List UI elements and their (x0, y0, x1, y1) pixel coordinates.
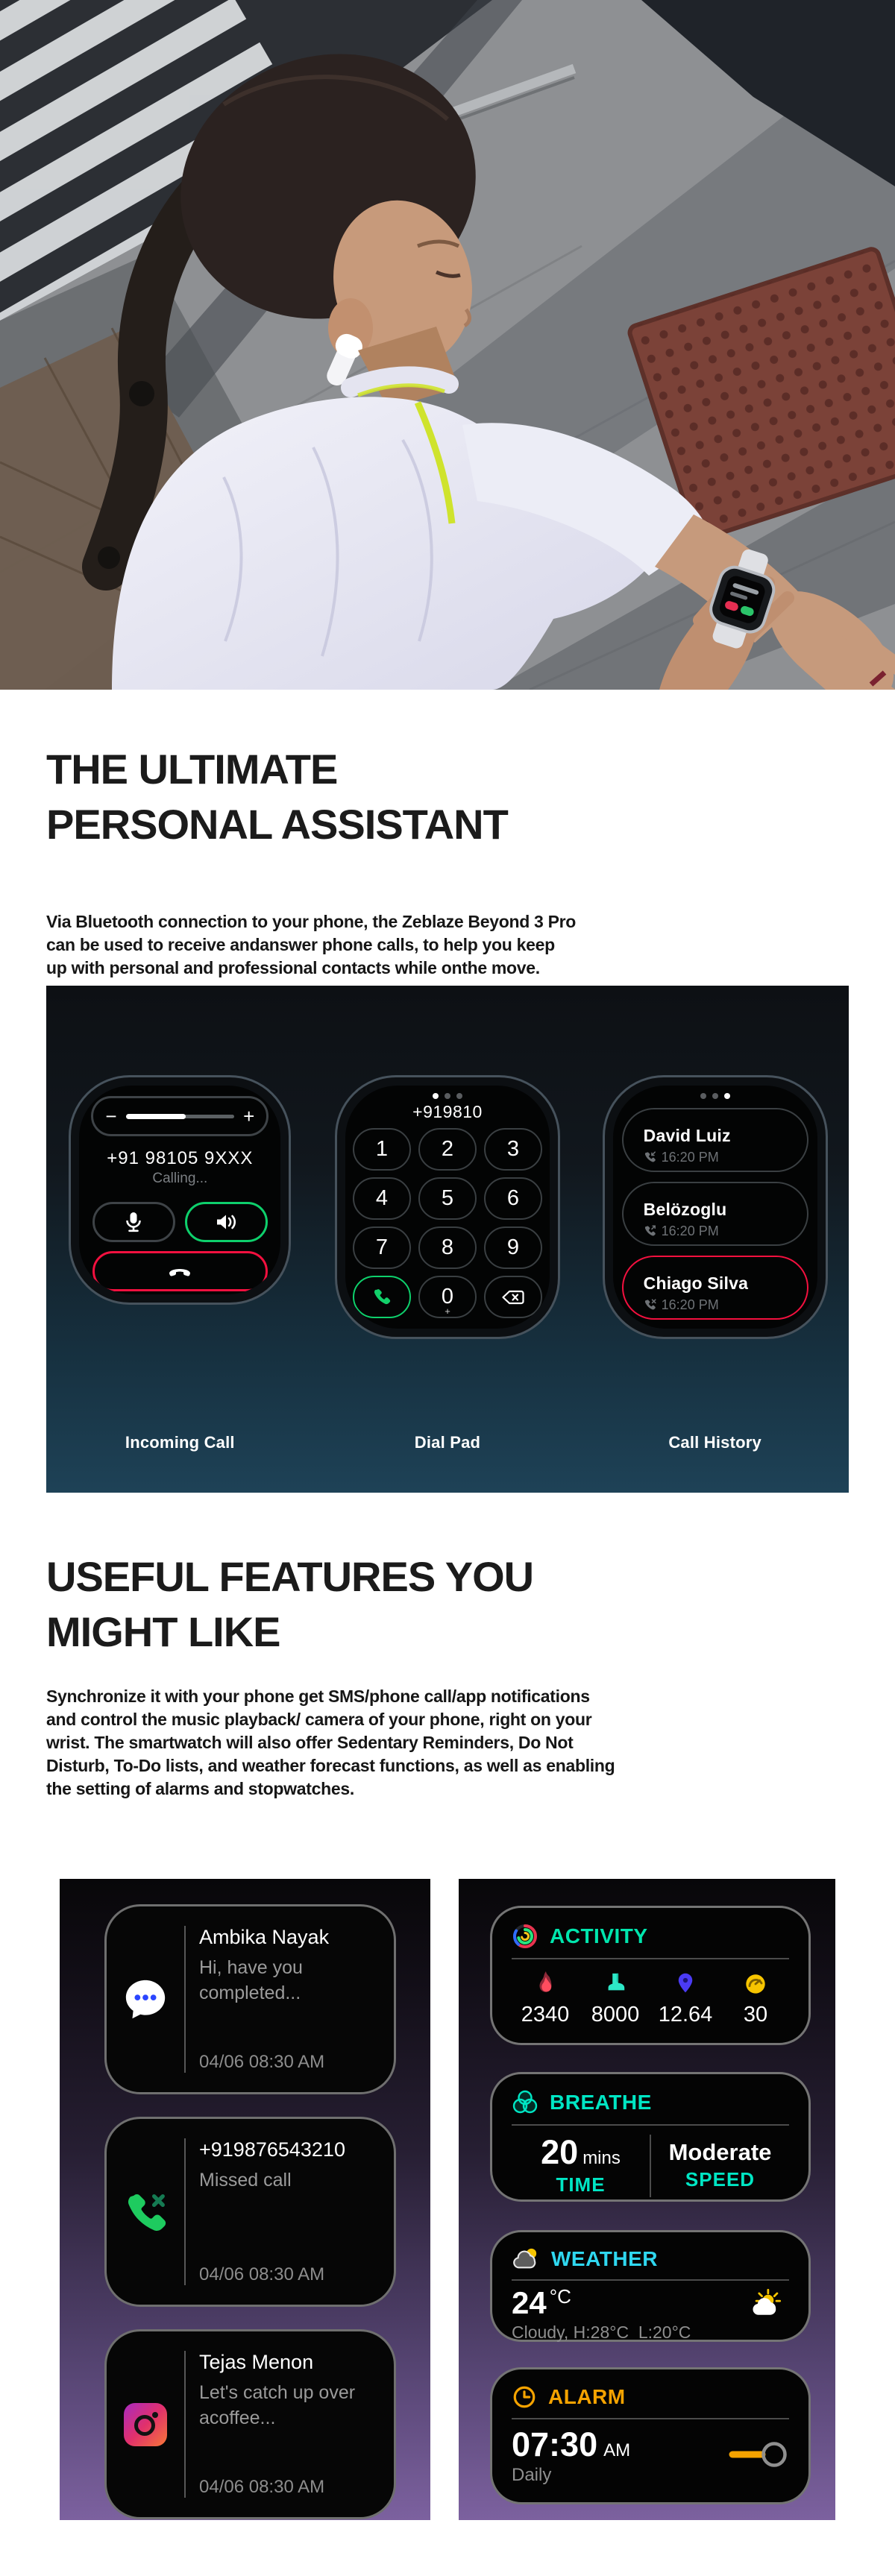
steps-value: 8000 (591, 2003, 640, 2027)
steps-icon (603, 1971, 627, 1996)
steps-metric (586, 1971, 644, 2027)
key-4[interactable]: 4 (353, 1177, 411, 1220)
calories-flame-icon (533, 1971, 557, 1996)
dot-active (724, 1093, 730, 1099)
body-line: Synchronize it with your phone get SMS/phone call/app notifications (46, 1687, 590, 1706)
distance-value: 12.64 (658, 2003, 713, 2027)
features-panels (60, 1879, 835, 2520)
dot (712, 1093, 718, 1099)
speaker-button[interactable] (185, 1202, 268, 1242)
call-history-entry-missed[interactable] (622, 1256, 808, 1320)
breathe-speed-value: Moderate (668, 2139, 772, 2165)
notification-message: Hi, have you completed... (199, 1957, 303, 2003)
key-0-label: 0 (441, 1285, 454, 1309)
activity-widget[interactable] (490, 1906, 811, 2045)
hero-photo (0, 0, 895, 690)
incoming-call-icon (644, 1151, 656, 1164)
instagram-icon (124, 2403, 167, 2446)
toggle-icon (726, 2440, 789, 2469)
key-5[interactable]: 5 (418, 1177, 477, 1220)
notifications-panel (60, 1879, 430, 2520)
notification-title: Tejas Menon (199, 2351, 314, 2373)
breathe-time-unit: mins (582, 2148, 621, 2168)
body-line: up with personal and professional contacts while onthe move. (46, 958, 540, 977)
distance-metric (656, 1971, 715, 2027)
speed-gauge-icon (744, 1971, 767, 1996)
notification-time: 04/06 08:30 AM (199, 2052, 325, 2072)
key-2[interactable]: 2 (418, 1128, 477, 1171)
contact-name: Chiago Silva (643, 1273, 749, 1293)
watch-caption: Dial Pad (414, 1433, 481, 1452)
breathe-speed (651, 2141, 789, 2191)
volume-up-button[interactable]: + (243, 1105, 255, 1127)
contact-name: Belözoglu (643, 1199, 727, 1219)
section-body (46, 1685, 853, 1801)
notification-title: +919876543210 (199, 2138, 345, 2161)
widget-title: WEATHER (551, 2247, 658, 2270)
title-line-1: THE ULTIMATE (46, 746, 338, 793)
volume-slider[interactable] (126, 1115, 235, 1118)
divider (512, 2418, 789, 2419)
calories-value: 2340 (521, 2003, 570, 2027)
phone-icon (372, 1288, 392, 1307)
dot (700, 1093, 706, 1099)
backspace-button[interactable] (484, 1276, 542, 1318)
widget-title: ACTIVITY (550, 1924, 648, 1947)
notification-title: Ambika Nayak (199, 1926, 330, 1948)
sun-behind-cloud-icon (747, 2288, 786, 2317)
breathe-widget[interactable] (490, 2072, 811, 2202)
key-0-plus: + (445, 1306, 450, 1317)
watch-incoming-call (69, 1075, 291, 1305)
section-title (46, 1549, 853, 1660)
alarm-toggle[interactable] (726, 2440, 789, 2473)
call-history-entry[interactable] (622, 1182, 808, 1246)
widgets-panel (459, 1879, 835, 2520)
temperature-value: 24 (512, 2285, 547, 2320)
call-features-panel (46, 986, 849, 1493)
breathe-time (512, 2135, 650, 2196)
key-7[interactable]: 7 (353, 1226, 411, 1269)
key-6[interactable]: 6 (484, 1177, 542, 1220)
breathe-time-caption: TIME (556, 2173, 606, 2196)
breathe-icon (512, 2089, 538, 2116)
alarm-repeat: Daily (512, 2465, 552, 2486)
pagination-dots (700, 1093, 730, 1099)
dot (445, 1093, 450, 1099)
notification-message: Missed call (199, 2170, 292, 2191)
speed-value: 30 (743, 2003, 768, 2027)
keypad (353, 1128, 542, 1318)
dial-pad-demo (314, 1075, 582, 1493)
alarm-meridiem: AM (603, 2440, 631, 2460)
notification-message: Let's catch up over acoffee... (199, 2382, 356, 2428)
temperature-unit: °C (549, 2285, 571, 2308)
speaker-icon (215, 1212, 237, 1232)
key-0[interactable] (418, 1276, 477, 1318)
outgoing-call-icon (644, 1225, 656, 1238)
distance-pin-icon (674, 1971, 697, 1996)
backspace-icon (502, 1290, 524, 1305)
notification-time: 04/06 08:30 AM (199, 2477, 325, 2497)
contact-name: David Luiz (643, 1125, 731, 1145)
notification-card[interactable] (104, 1904, 396, 2094)
dot (456, 1093, 462, 1099)
notification-card[interactable] (104, 2329, 396, 2519)
title-line-1: USEFUL FEATURES YOU (46, 1553, 534, 1600)
call-time: 16:20 PM (661, 1297, 719, 1312)
divider (512, 2124, 789, 2126)
alarm-widget[interactable] (490, 2367, 811, 2504)
widget-title: ALARM (548, 2385, 626, 2408)
watch-call-history (603, 1075, 828, 1339)
alarm-clock-icon (512, 2384, 537, 2410)
volume-down-button[interactable]: − (105, 1105, 117, 1127)
widget-title: BREATHE (550, 2091, 652, 2114)
body-line: can be used to receive andanswer phone calls, to help you keep (46, 935, 555, 954)
breathe-speed-caption: SPEED (685, 2168, 756, 2191)
call-time: 16:20 PM (661, 1149, 719, 1165)
missed-call-icon (644, 1299, 656, 1311)
divider (512, 1958, 789, 1959)
mute-button[interactable] (92, 1202, 175, 1242)
body-line: Via Bluetooth connection to your phone, the Zeblaze Beyond 3 Pro (46, 912, 577, 931)
caller-number: +91 98105 9XXX (107, 1148, 254, 1168)
speed-metric (726, 1971, 785, 2027)
key-8[interactable]: 8 (418, 1226, 477, 1269)
call-history-entry[interactable] (622, 1108, 808, 1172)
section-personal-assistant (0, 690, 895, 980)
section-title (46, 742, 853, 852)
call-time: 16:20 PM (661, 1223, 719, 1238)
dialed-number: +919810 (412, 1102, 483, 1121)
body-line: wrist. The smartwatch will also offer Sedentary Reminders, Do Not (46, 1733, 574, 1752)
divider (512, 2279, 789, 2281)
volume-control[interactable] (91, 1096, 268, 1136)
volume-fill (126, 1114, 186, 1119)
call-status: Calling... (152, 1171, 208, 1186)
weather-conditions: Cloudy, H:28°C L:20°C (512, 2323, 691, 2343)
alarm-time: 07:30 (512, 2425, 598, 2463)
section-body (46, 910, 853, 980)
key-9[interactable]: 9 (484, 1226, 542, 1269)
body-line: Disturb, To-Do lists, and weather forecast functions, as well as enabling (46, 1756, 615, 1775)
weather-widget[interactable] (490, 2230, 811, 2342)
pagination-dots (433, 1093, 462, 1099)
watch-caption: Call History (668, 1433, 761, 1452)
watch-dial-pad (335, 1075, 560, 1339)
notification-time: 04/06 08:30 AM (199, 2264, 325, 2284)
key-3[interactable]: 3 (484, 1128, 542, 1171)
missed-call-icon (122, 2189, 169, 2235)
microphone-icon (123, 1211, 144, 1233)
call-button[interactable] (353, 1276, 411, 1318)
key-1[interactable]: 1 (353, 1128, 411, 1171)
section-useful-features (0, 1493, 895, 1801)
hangup-handset-icon (166, 1265, 193, 1278)
calories-metric (516, 1971, 574, 2027)
body-line: the setting of alarms and stopwatches. (46, 1779, 354, 1798)
cloud-sun-icon (512, 2247, 540, 2271)
notification-card[interactable] (104, 2117, 396, 2307)
incoming-call-demo (46, 1075, 314, 1493)
activity-rings-icon (512, 1923, 538, 1950)
breathe-time-value: 20 (541, 2133, 579, 2171)
call-history-demo (581, 1075, 849, 1493)
title-line-2: MIGHT LIKE (46, 1608, 280, 1655)
watch-caption: Incoming Call (125, 1433, 235, 1452)
messenger-icon (122, 1977, 169, 2023)
title-line-2: PERSONAL ASSISTANT (46, 801, 508, 848)
hangup-button[interactable] (92, 1251, 268, 1291)
hero-illustration (0, 0, 895, 690)
dot-active (433, 1093, 439, 1099)
body-line: and control the music playback/ camera of your phone, right on your (46, 1710, 592, 1729)
